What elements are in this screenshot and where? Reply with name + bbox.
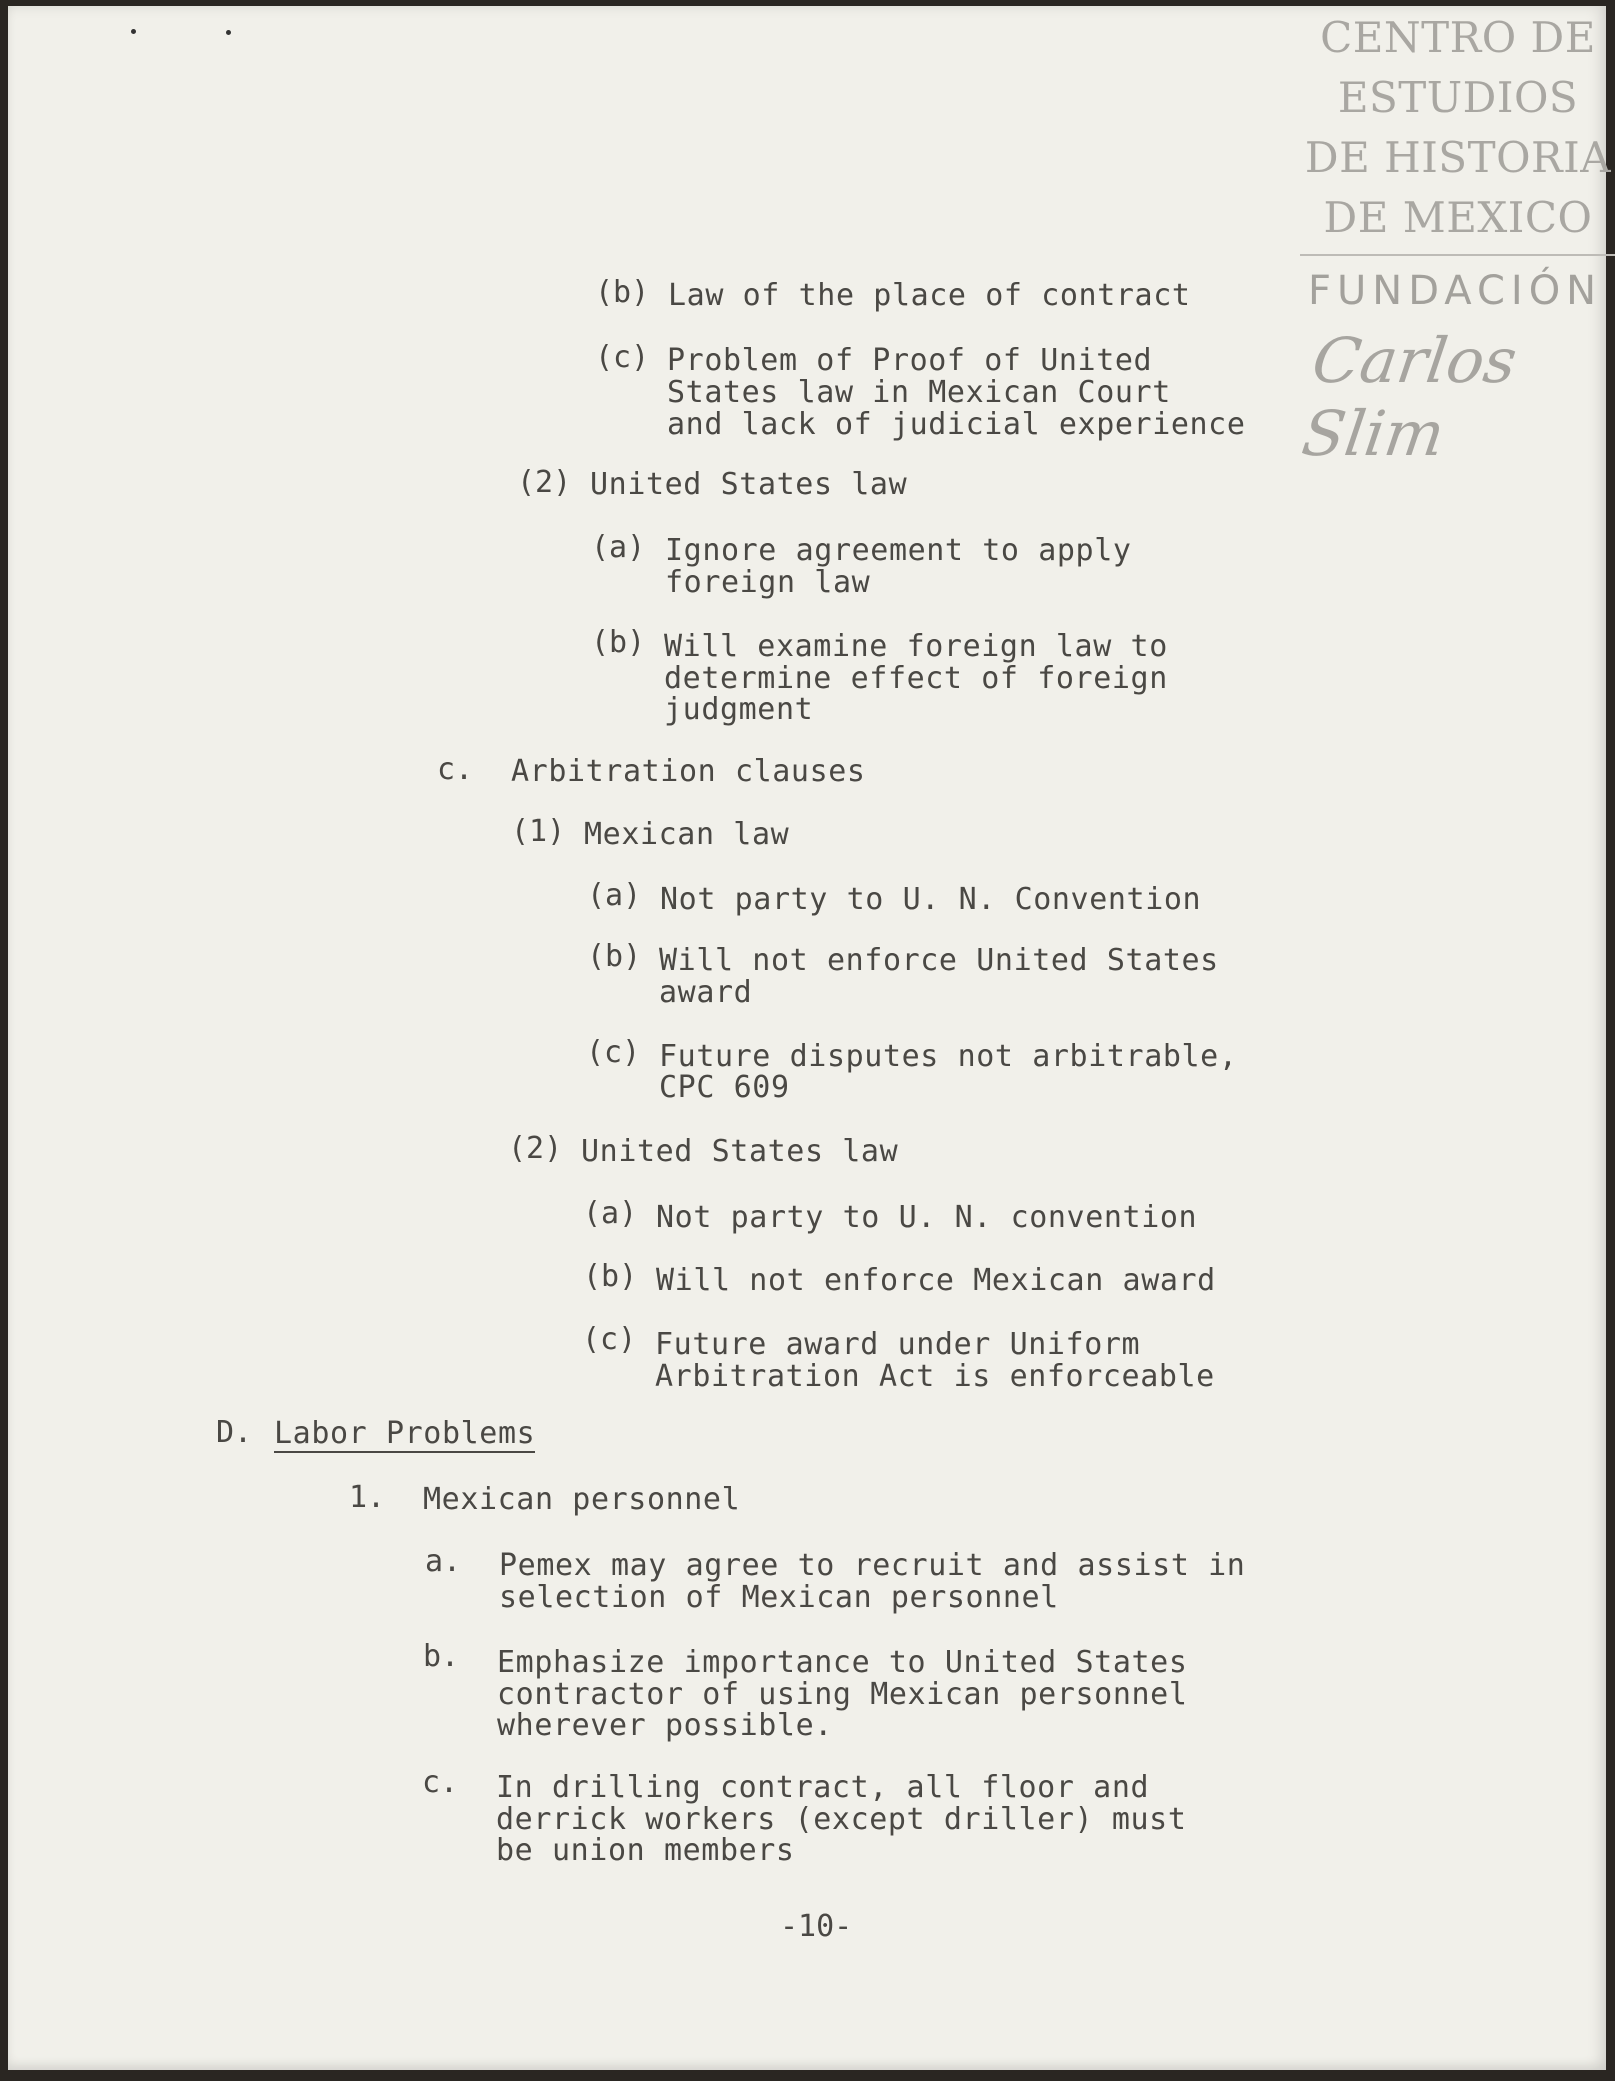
item-text: Mexican personnel <box>423 1482 741 1517</box>
item-marker: b. <box>423 1639 460 1674</box>
item-text: Law of the place of contract <box>668 278 1191 313</box>
page-number: -10- <box>780 1909 853 1944</box>
watermark-foundation: FUNDACIÓN <box>1308 268 1603 314</box>
item-text: States law in Mexican Court <box>667 375 1171 410</box>
item-text: award <box>659 975 753 1010</box>
item-marker: (b) <box>591 625 646 660</box>
item-text: selection of Mexican personnel <box>499 1580 1059 1615</box>
item-text: contractor of using Mexican personnel <box>497 1677 1188 1712</box>
item-marker: (c) <box>595 340 650 375</box>
item-marker: (1) <box>511 814 566 849</box>
item-text: judgment <box>664 692 814 727</box>
item-text: wherever possible. <box>497 1708 833 1743</box>
item-marker: (2) <box>508 1131 563 1166</box>
item-text: Will examine foreign law to <box>664 629 1168 664</box>
item-marker: (b) <box>583 1259 638 1294</box>
item-marker: c. <box>437 752 474 787</box>
item-text: Not party to U. N. Convention <box>660 882 1202 917</box>
item-marker: (b) <box>587 939 642 974</box>
item-text: Not party to U. N. convention <box>656 1200 1198 1235</box>
item-text: Future disputes not arbitrable, <box>659 1039 1238 1074</box>
punch-mark <box>131 29 136 34</box>
item-text: and lack of judicial experience <box>667 407 1246 442</box>
item-marker: (a) <box>587 878 642 913</box>
watermark-divider <box>1300 254 1615 256</box>
item-text: be union members <box>496 1833 795 1868</box>
item-marker: (2) <box>517 465 572 500</box>
item-text: determine effect of foreign <box>664 661 1168 696</box>
watermark-signature: Carlos Slim <box>1297 324 1522 470</box>
item-text: Pemex may agree to recruit and assist in <box>499 1548 1246 1583</box>
item-marker: 1. <box>349 1480 386 1515</box>
item-marker: D. <box>216 1415 253 1450</box>
item-text: Ignore agreement to apply <box>665 533 1132 568</box>
item-marker: (a) <box>583 1196 638 1231</box>
item-marker: (c) <box>582 1322 637 1357</box>
section-title: Labor Problems <box>274 1416 536 1451</box>
item-text: Will not enforce United States <box>659 943 1219 978</box>
item-text: In drilling contract, all floor and <box>496 1770 1150 1805</box>
item-text: Problem of Proof of United <box>667 343 1153 378</box>
item-text: CPC 609 <box>659 1070 790 1105</box>
item-text: derrick workers (except driller) must <box>496 1802 1187 1837</box>
item-text: Arbitration Act is enforceable <box>655 1359 1215 1394</box>
watermark-line: ESTUDIOS <box>1337 73 1579 122</box>
watermark-line: DE MEXICO <box>1323 193 1593 242</box>
item-marker: c. <box>422 1765 459 1800</box>
item-marker: (a) <box>591 530 646 565</box>
item-marker: a. <box>425 1544 462 1579</box>
item-text: Will not enforce Mexican award <box>656 1263 1216 1298</box>
item-text: United States law <box>581 1134 899 1169</box>
document-page <box>8 6 1612 2070</box>
item-text: Future award under Uniform <box>655 1327 1141 1362</box>
item-marker: (c) <box>586 1035 641 1070</box>
item-text: Mexican law <box>584 817 790 852</box>
watermark-line: CENTRO DE <box>1320 13 1596 62</box>
item-text: United States law <box>590 467 908 502</box>
item-marker: (b) <box>595 275 650 310</box>
watermark-line: DE HISTORIA <box>1304 133 1612 182</box>
item-text: foreign law <box>665 565 871 600</box>
punch-mark <box>226 30 231 35</box>
item-text: Arbitration clauses <box>511 754 866 789</box>
item-text: Emphasize importance to United States <box>497 1645 1188 1680</box>
